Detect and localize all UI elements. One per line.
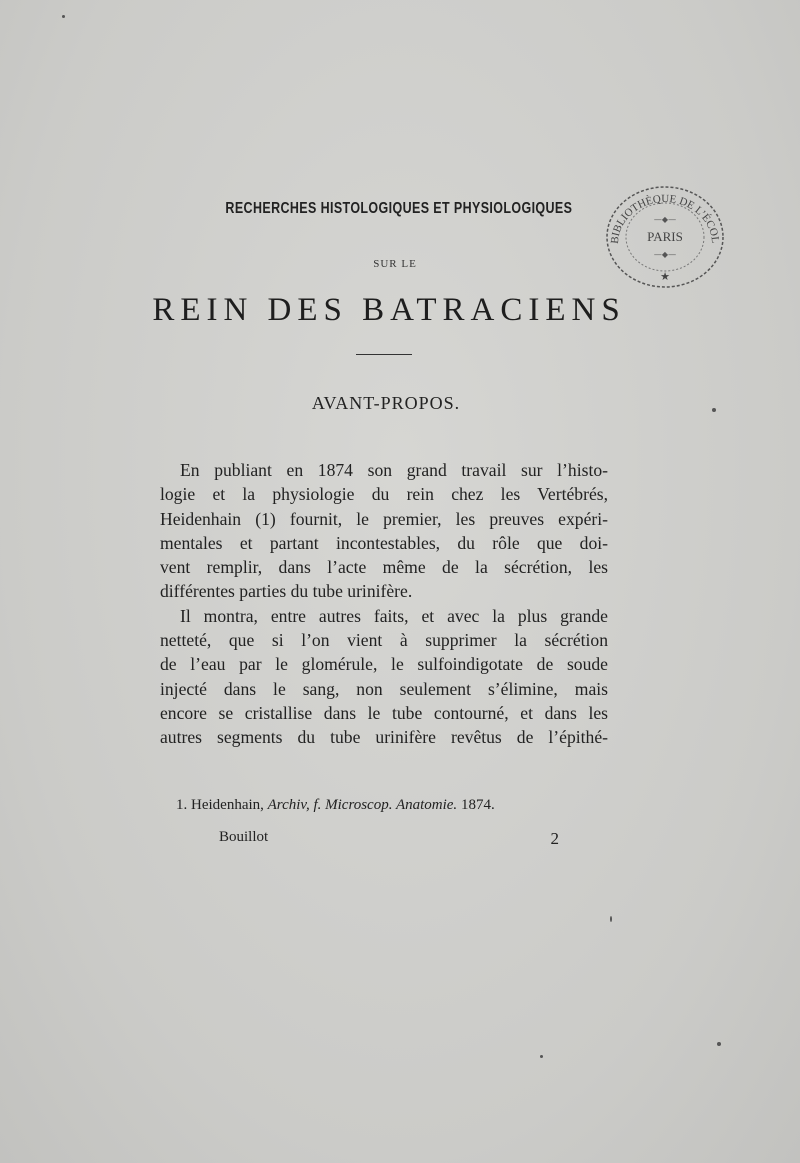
paper-speck xyxy=(717,1042,721,1046)
paper-speck xyxy=(540,1055,543,1058)
page-title: REIN DES BATRACIENS xyxy=(152,292,626,328)
footnote xyxy=(176,797,596,814)
footnote-year: 1874. xyxy=(460,797,495,813)
page-number: 2 xyxy=(550,829,559,848)
text-line: Il montra, entre autres faits, et avec la plus grande xyxy=(180,605,608,626)
text-line: netteté, que si l’on vient à supprimer la sécrétion xyxy=(160,630,608,651)
paragraph-2 xyxy=(160,604,608,750)
paper-speck xyxy=(610,916,612,922)
svg-text:—◆—: —◆— xyxy=(653,215,677,224)
title-divider xyxy=(356,354,412,355)
text-line: de l’eau par le glomérule, le sulfoindigotate de soude xyxy=(160,654,608,675)
paper-speck xyxy=(62,15,65,18)
section-heading: AVANT-PROPOS. xyxy=(311,393,461,413)
footnote-number: 1. xyxy=(176,797,188,813)
text-line: différentes parties du tube urinifère. xyxy=(160,581,413,602)
svg-text:★: ★ xyxy=(660,270,670,283)
text-line: vent remplir, dans l’acte même de la sécrétion, les xyxy=(160,557,608,578)
stamp-ring-text: BIBLIOTHÈQUE DE L’ÉCOL xyxy=(608,192,722,245)
stamp-center-text: PARIS xyxy=(647,229,683,244)
text-line: Heidenhain (1) fournit, le premier, les preuves expéri- xyxy=(160,508,608,529)
footnote-journal: Archiv, f. Microscop. Anatomie. xyxy=(267,797,458,813)
text-line: encore se cristallise dans le tube contourné, et dans les xyxy=(160,702,608,723)
body-text xyxy=(160,458,608,750)
subtitle-sur-le: SUR LE xyxy=(373,258,417,270)
footnote-author: Heidenhain, xyxy=(191,797,264,813)
paragraph-1 xyxy=(160,458,608,604)
text-line: En publiant en 1874 son grand travail sur l’histo- xyxy=(180,460,608,480)
text-line: injecté dans le sang, non seulement s’élimine, mais xyxy=(160,678,608,699)
paper-speck xyxy=(712,408,716,412)
text-line: logie et la physiologie du rein chez les Vertébrés, xyxy=(160,484,608,505)
headline: RECHERCHES HISTOLOGIQUES ET PHYSIOLOGIQUES xyxy=(225,200,573,217)
page-footer xyxy=(219,829,559,846)
library-stamp-icon xyxy=(600,182,730,292)
text-line: autres segments du tube urinifère revêtus de l’épithé- xyxy=(160,727,608,748)
svg-text:—◆—: —◆— xyxy=(653,250,677,259)
footer-author: Bouillot xyxy=(219,829,269,845)
text-line: mentales et partant incontestables, du rôle que doi- xyxy=(160,532,608,553)
